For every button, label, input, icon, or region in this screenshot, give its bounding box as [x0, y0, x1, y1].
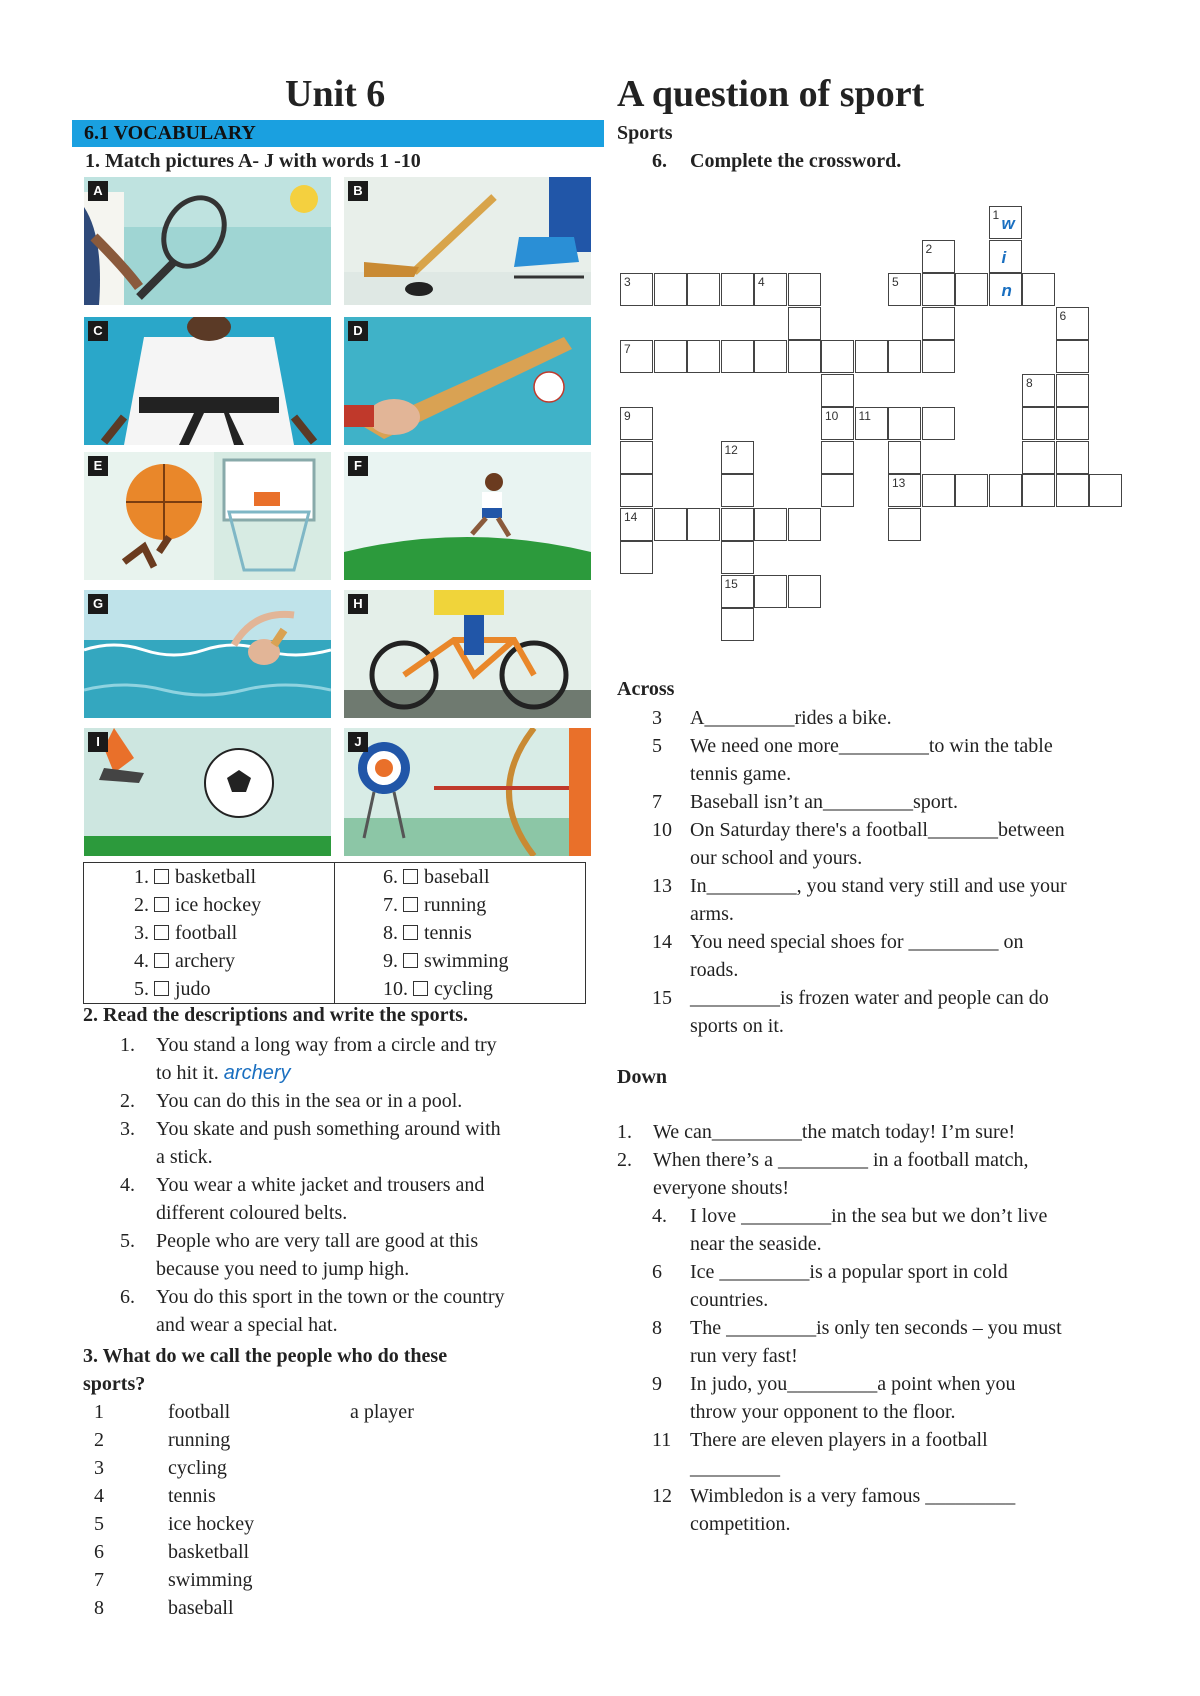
cell-number: 8 — [1026, 375, 1033, 390]
crossword-cell[interactable] — [687, 508, 720, 541]
picture-j-archery — [344, 728, 591, 856]
crossword-cell[interactable] — [721, 474, 754, 507]
checkbox[interactable] — [403, 897, 418, 912]
item-number: 3. — [134, 922, 149, 944]
word-item — [84, 919, 334, 947]
exercise-3-table — [94, 1398, 494, 1622]
picture-label: J — [348, 732, 368, 752]
cell-number: 15 — [724, 576, 738, 591]
word-label: cycling — [434, 978, 493, 1000]
cell-number: 6 — [1059, 308, 1067, 323]
exercise-3-title — [83, 1342, 447, 1398]
crossword-cell[interactable] — [1022, 374, 1055, 407]
crossword-cell[interactable] — [989, 273, 1022, 306]
section-band: 6.1 VOCABULARY — [72, 120, 604, 147]
item-number: 1. — [134, 866, 149, 888]
clue-number: 12 — [652, 1485, 672, 1507]
clue-number: 14 — [652, 931, 672, 953]
crossword-cell[interactable] — [721, 273, 754, 306]
crossword-cell[interactable] — [620, 273, 653, 306]
clue-item — [652, 984, 1152, 1040]
item-number: 4. — [120, 1174, 135, 1196]
description-item — [120, 1115, 590, 1171]
clue-text: competition. — [690, 1513, 791, 1535]
page-title: A question of sport — [617, 73, 925, 115]
sport-cell: football — [168, 1401, 231, 1423]
word-label: swimming — [424, 950, 509, 972]
table-row — [94, 1594, 494, 1622]
checkbox[interactable] — [154, 869, 169, 884]
word-column-left — [84, 863, 335, 1004]
word-column-right — [335, 863, 586, 1004]
item-number: 10. — [383, 978, 408, 1000]
clue-item — [652, 1482, 1147, 1538]
item-text: People who are very tall are good at this — [156, 1230, 479, 1252]
clue-text: sports on it. — [690, 1015, 784, 1037]
cell-number: 5 — [892, 275, 899, 289]
crossword-cell[interactable] — [620, 441, 653, 474]
item-text: You wear a white jacket and trousers and — [156, 1174, 485, 1196]
clue-text: There are eleven players in a football — [690, 1429, 988, 1451]
item-text: and wear a special hat. — [156, 1314, 338, 1336]
clue-text: In judo, you_________a point when you — [690, 1373, 1016, 1395]
crossword-cell[interactable] — [1056, 340, 1089, 373]
crossword-cell[interactable] — [620, 508, 653, 541]
exercise-3-title-line: sports? — [83, 1373, 146, 1395]
down-clues — [617, 1118, 1147, 1538]
down-title: Down — [617, 1066, 668, 1088]
clue-number: 10 — [652, 819, 672, 841]
checkbox[interactable] — [403, 953, 418, 968]
crossword-cell[interactable] — [821, 374, 854, 407]
item-number: 1. — [120, 1034, 135, 1056]
cell-number: 7 — [624, 342, 631, 356]
clue-item — [652, 872, 1152, 928]
item-number: 2. — [120, 1090, 135, 1112]
clue-text: A_________rides a bike. — [690, 707, 892, 729]
clue-number: 9 — [652, 1373, 662, 1395]
clue-item — [652, 1258, 1147, 1314]
crossword-cell[interactable] — [922, 240, 955, 273]
crossword-cell[interactable] — [955, 474, 988, 507]
sport-cell: ice hockey — [168, 1513, 255, 1535]
clue-text: The _________is only ten seconds – you must — [690, 1317, 1062, 1339]
clue-text: arms. — [690, 903, 734, 925]
crossword-cell[interactable] — [888, 407, 921, 440]
clue-item — [652, 928, 1152, 984]
clue-text: our school and yours. — [690, 847, 863, 869]
picture-label: E — [88, 456, 108, 476]
description-item — [120, 1227, 590, 1283]
section-subtitle: Sports — [617, 122, 673, 144]
crossword-cell[interactable] — [1022, 273, 1055, 306]
cell-number: 11 — [858, 409, 871, 423]
clue-text: near the seaside. — [690, 1233, 822, 1255]
exercise-2-title: 2. Read the descriptions and write the sports. — [83, 1004, 468, 1026]
clue-number: 13 — [652, 875, 672, 897]
row-number: 8 — [94, 1597, 104, 1619]
word-item — [84, 975, 334, 1003]
clue-text: tennis game. — [690, 763, 792, 785]
word-label: basketball — [175, 866, 257, 888]
word-item — [335, 947, 585, 975]
crossword-cell[interactable] — [654, 273, 687, 306]
clue-text: In_________, you stand very still and use your — [690, 875, 1067, 897]
crossword-cell[interactable] — [687, 340, 720, 373]
picture-label: F — [348, 456, 368, 476]
crossword-cell[interactable] — [620, 407, 653, 440]
picture-label: D — [348, 321, 368, 341]
cell-letter: w — [1001, 214, 1015, 233]
row-number: 6 — [94, 1541, 104, 1563]
crossword-cell[interactable] — [821, 441, 854, 474]
clue-number: 5 — [652, 735, 662, 757]
item-text: You skate and push something around with — [156, 1118, 501, 1140]
checkbox[interactable] — [154, 953, 169, 968]
crossword-cell[interactable] — [989, 206, 1022, 239]
table-row — [94, 1426, 494, 1454]
crossword-cell[interactable] — [955, 273, 988, 306]
word-label: tennis — [424, 922, 472, 944]
crossword-cell[interactable] — [620, 474, 653, 507]
item-text: to hit it. — [156, 1062, 219, 1084]
picture-label: G — [88, 594, 108, 614]
crossword-cell[interactable] — [721, 608, 754, 641]
across-title: Across — [617, 678, 675, 700]
example-answer: archery — [223, 1062, 291, 1084]
item-number: 2. — [134, 894, 149, 916]
crossword-cell[interactable] — [788, 307, 821, 340]
item-number: 5. — [120, 1230, 135, 1252]
clue-item — [652, 788, 1152, 816]
crossword-cell[interactable] — [922, 474, 955, 507]
crossword-cell[interactable] — [922, 273, 955, 306]
crossword-cell[interactable] — [654, 508, 687, 541]
crossword-cell[interactable] — [1022, 441, 1055, 474]
crossword-cell[interactable] — [1022, 474, 1055, 507]
sport-cell: swimming — [168, 1569, 253, 1591]
item-number: 9. — [383, 950, 398, 972]
crossword-grid — [0, 0, 1200, 700]
crossword-cell[interactable] — [721, 575, 754, 608]
crossword-cell[interactable] — [721, 541, 754, 574]
crossword-cell[interactable] — [1056, 307, 1089, 340]
clue-item — [652, 1314, 1147, 1370]
item-number: 8. — [383, 922, 398, 944]
crossword-cell[interactable] — [620, 541, 653, 574]
clue-number: 2. — [617, 1149, 632, 1171]
clue-text: I love _________in the sea but we don’t live — [690, 1205, 1048, 1227]
answer-cell: a player — [350, 1401, 414, 1423]
clue-item — [652, 816, 1152, 872]
crossword-cell[interactable] — [888, 474, 921, 507]
word-label: running — [424, 894, 487, 916]
crossword-cell[interactable] — [1022, 407, 1055, 440]
cell-number: 2 — [925, 241, 933, 256]
clue-number: 6 — [652, 1261, 662, 1283]
clue-text: _________ — [690, 1457, 780, 1479]
crossword-cell[interactable] — [821, 340, 854, 373]
word-item — [84, 863, 334, 891]
crossword-cell[interactable] — [888, 508, 921, 541]
cell-number: 10 — [825, 409, 839, 423]
word-label: archery — [175, 950, 235, 972]
picture-label: B — [348, 181, 368, 201]
item-text: a stick. — [156, 1146, 213, 1168]
table-row — [94, 1566, 494, 1594]
word-item — [84, 947, 334, 975]
clue-text: You need special shoes for _________ on — [690, 931, 1024, 953]
word-label: baseball — [424, 866, 490, 888]
picture-label: C — [88, 321, 108, 341]
word-item — [335, 975, 585, 1003]
clue-text: When there’s a _________ in a football match, — [653, 1149, 1029, 1171]
clue-text: We need one more_________to win the table — [690, 735, 1053, 757]
crossword-cell[interactable] — [754, 273, 787, 306]
crossword-cell[interactable] — [754, 575, 787, 608]
picture-label: A — [88, 181, 108, 201]
table-row — [94, 1538, 494, 1566]
crossword-cell[interactable] — [888, 441, 921, 474]
clue-number: 11 — [652, 1429, 672, 1451]
checkbox[interactable] — [154, 897, 169, 912]
clue-item — [617, 1118, 1147, 1146]
cell-letter: n — [1001, 281, 1012, 300]
clue-text: throw your opponent to the floor. — [690, 1401, 956, 1423]
crossword-cell[interactable] — [855, 407, 888, 440]
exercise-2-list — [120, 1031, 590, 1339]
row-number: 3 — [94, 1457, 104, 1479]
word-item — [335, 863, 585, 891]
crossword-cell[interactable] — [754, 508, 787, 541]
clue-item — [652, 1202, 1147, 1258]
cell-number: 12 — [724, 442, 738, 457]
crossword-cell[interactable] — [922, 407, 955, 440]
sport-cell: baseball — [168, 1597, 234, 1619]
clue-item — [652, 704, 1152, 732]
row-number: 5 — [94, 1513, 104, 1535]
crossword-cell[interactable] — [1056, 407, 1089, 440]
exercise-1-title: 1. Match pictures A- J with words 1 -10 — [85, 150, 421, 172]
across-clues — [652, 704, 1152, 1040]
crossword-cell[interactable] — [855, 340, 888, 373]
cell-number: 14 — [624, 509, 638, 524]
clue-number: 4. — [652, 1205, 667, 1227]
crossword-cell[interactable] — [888, 273, 921, 306]
cell-letter: i — [1001, 247, 1007, 267]
item-number: 7. — [383, 894, 398, 916]
crossword-cell[interactable] — [1056, 474, 1089, 507]
crossword-cell[interactable] — [1056, 374, 1089, 407]
description-item — [120, 1031, 590, 1087]
picture-label: H — [348, 594, 368, 614]
exercise-6-number: 6. — [652, 150, 667, 172]
sport-cell: tennis — [168, 1485, 216, 1507]
word-item — [335, 891, 585, 919]
sport-cell: running — [168, 1429, 231, 1451]
clue-text: run very fast! — [690, 1345, 798, 1367]
sport-cell: basketball — [168, 1541, 250, 1563]
clue-text: On Saturday there's a football_______between — [690, 819, 1065, 841]
row-number: 1 — [94, 1401, 104, 1423]
clue-number: 1. — [617, 1121, 632, 1143]
item-number: 6. — [120, 1286, 135, 1308]
table-row — [94, 1454, 494, 1482]
clue-text: We can_________the match today! I’m sure! — [653, 1121, 1016, 1143]
clue-item — [617, 1146, 1147, 1202]
exercise-3-title-line: 3. What do we call the people who do these — [83, 1345, 448, 1367]
exercise-6-title: Complete the crossword. — [690, 150, 902, 172]
checkbox[interactable] — [403, 869, 418, 884]
crossword-cell[interactable] — [821, 474, 854, 507]
item-number: 6. — [383, 866, 398, 888]
description-item — [120, 1171, 590, 1227]
clue-text: Ice _________is a popular sport in cold — [690, 1261, 1008, 1283]
crossword-cell[interactable] — [721, 508, 754, 541]
crossword-cell[interactable] — [754, 340, 787, 373]
clue-number: 8 — [652, 1317, 662, 1339]
word-label: ice hockey — [175, 894, 262, 916]
picture-i-football — [84, 728, 331, 856]
word-item — [335, 919, 585, 947]
clue-text: Baseball isn’t an_________sport. — [690, 791, 958, 813]
row-number: 4 — [94, 1485, 104, 1507]
clue-text: roads. — [690, 959, 739, 981]
crossword-cell[interactable] — [687, 273, 720, 306]
crossword-cell[interactable] — [654, 340, 687, 373]
clue-item — [652, 732, 1152, 788]
crossword-cell[interactable] — [888, 340, 921, 373]
cell-number: 4 — [758, 275, 765, 289]
item-number: 5. — [134, 978, 149, 1000]
description-item — [120, 1283, 590, 1339]
clue-text: _________is frozen water and people can do — [690, 987, 1049, 1009]
checkbox[interactable] — [403, 925, 418, 940]
clue-number: 7 — [652, 791, 662, 813]
cell-number: 13 — [892, 476, 906, 490]
item-text: You can do this in the sea or in a pool. — [156, 1090, 463, 1112]
word-label: judo — [175, 978, 211, 1000]
checkbox[interactable] — [413, 981, 428, 996]
word-label: football — [175, 922, 238, 944]
clue-item — [652, 1426, 1147, 1482]
match-word-table — [83, 862, 586, 1004]
clue-item — [652, 1370, 1147, 1426]
crossword-cell[interactable] — [788, 273, 821, 306]
sport-cell: cycling — [168, 1457, 227, 1479]
description-item — [120, 1087, 590, 1115]
item-text: You stand a long way from a circle and try — [156, 1034, 497, 1056]
clue-number: 3 — [652, 707, 662, 729]
crossword-cell[interactable] — [1089, 474, 1122, 507]
item-number: 3. — [120, 1118, 135, 1140]
row-number: 2 — [94, 1429, 104, 1451]
row-number: 7 — [94, 1569, 104, 1591]
crossword-cell[interactable] — [721, 441, 754, 474]
word-item — [84, 891, 334, 919]
crossword-cell[interactable] — [1056, 441, 1089, 474]
checkbox[interactable] — [154, 925, 169, 940]
item-text: different coloured belts. — [156, 1202, 348, 1224]
unit-title: Unit 6 — [285, 73, 386, 115]
item-number: 4. — [134, 950, 149, 972]
cell-number: 9 — [624, 409, 631, 423]
crossword-cell[interactable] — [788, 575, 821, 608]
crossword-cell[interactable] — [788, 340, 821, 373]
item-text: You do this sport in the town or the country — [156, 1286, 505, 1308]
crossword-cell[interactable] — [922, 307, 955, 340]
table-row — [94, 1510, 494, 1538]
clue-text: everyone shouts! — [653, 1177, 790, 1199]
clue-text: countries. — [690, 1289, 769, 1311]
table-row — [94, 1398, 494, 1426]
cell-number: 1 — [992, 208, 1000, 222]
crossword-cell[interactable] — [922, 340, 955, 373]
clue-text: Wimbledon is a very famous _________ — [690, 1485, 1016, 1507]
crossword-cell[interactable] — [821, 407, 854, 440]
table-row — [94, 1482, 494, 1510]
crossword-cell[interactable] — [989, 240, 1022, 273]
item-text: because you need to jump high. — [156, 1258, 410, 1280]
picture-label: I — [88, 732, 108, 752]
cell-number: 3 — [624, 275, 631, 289]
crossword-cell[interactable] — [620, 340, 653, 373]
crossword-cell[interactable] — [989, 474, 1022, 507]
checkbox[interactable] — [154, 981, 169, 996]
crossword-cell[interactable] — [788, 508, 821, 541]
crossword-cell[interactable] — [721, 340, 754, 373]
clue-number: 15 — [652, 987, 672, 1009]
